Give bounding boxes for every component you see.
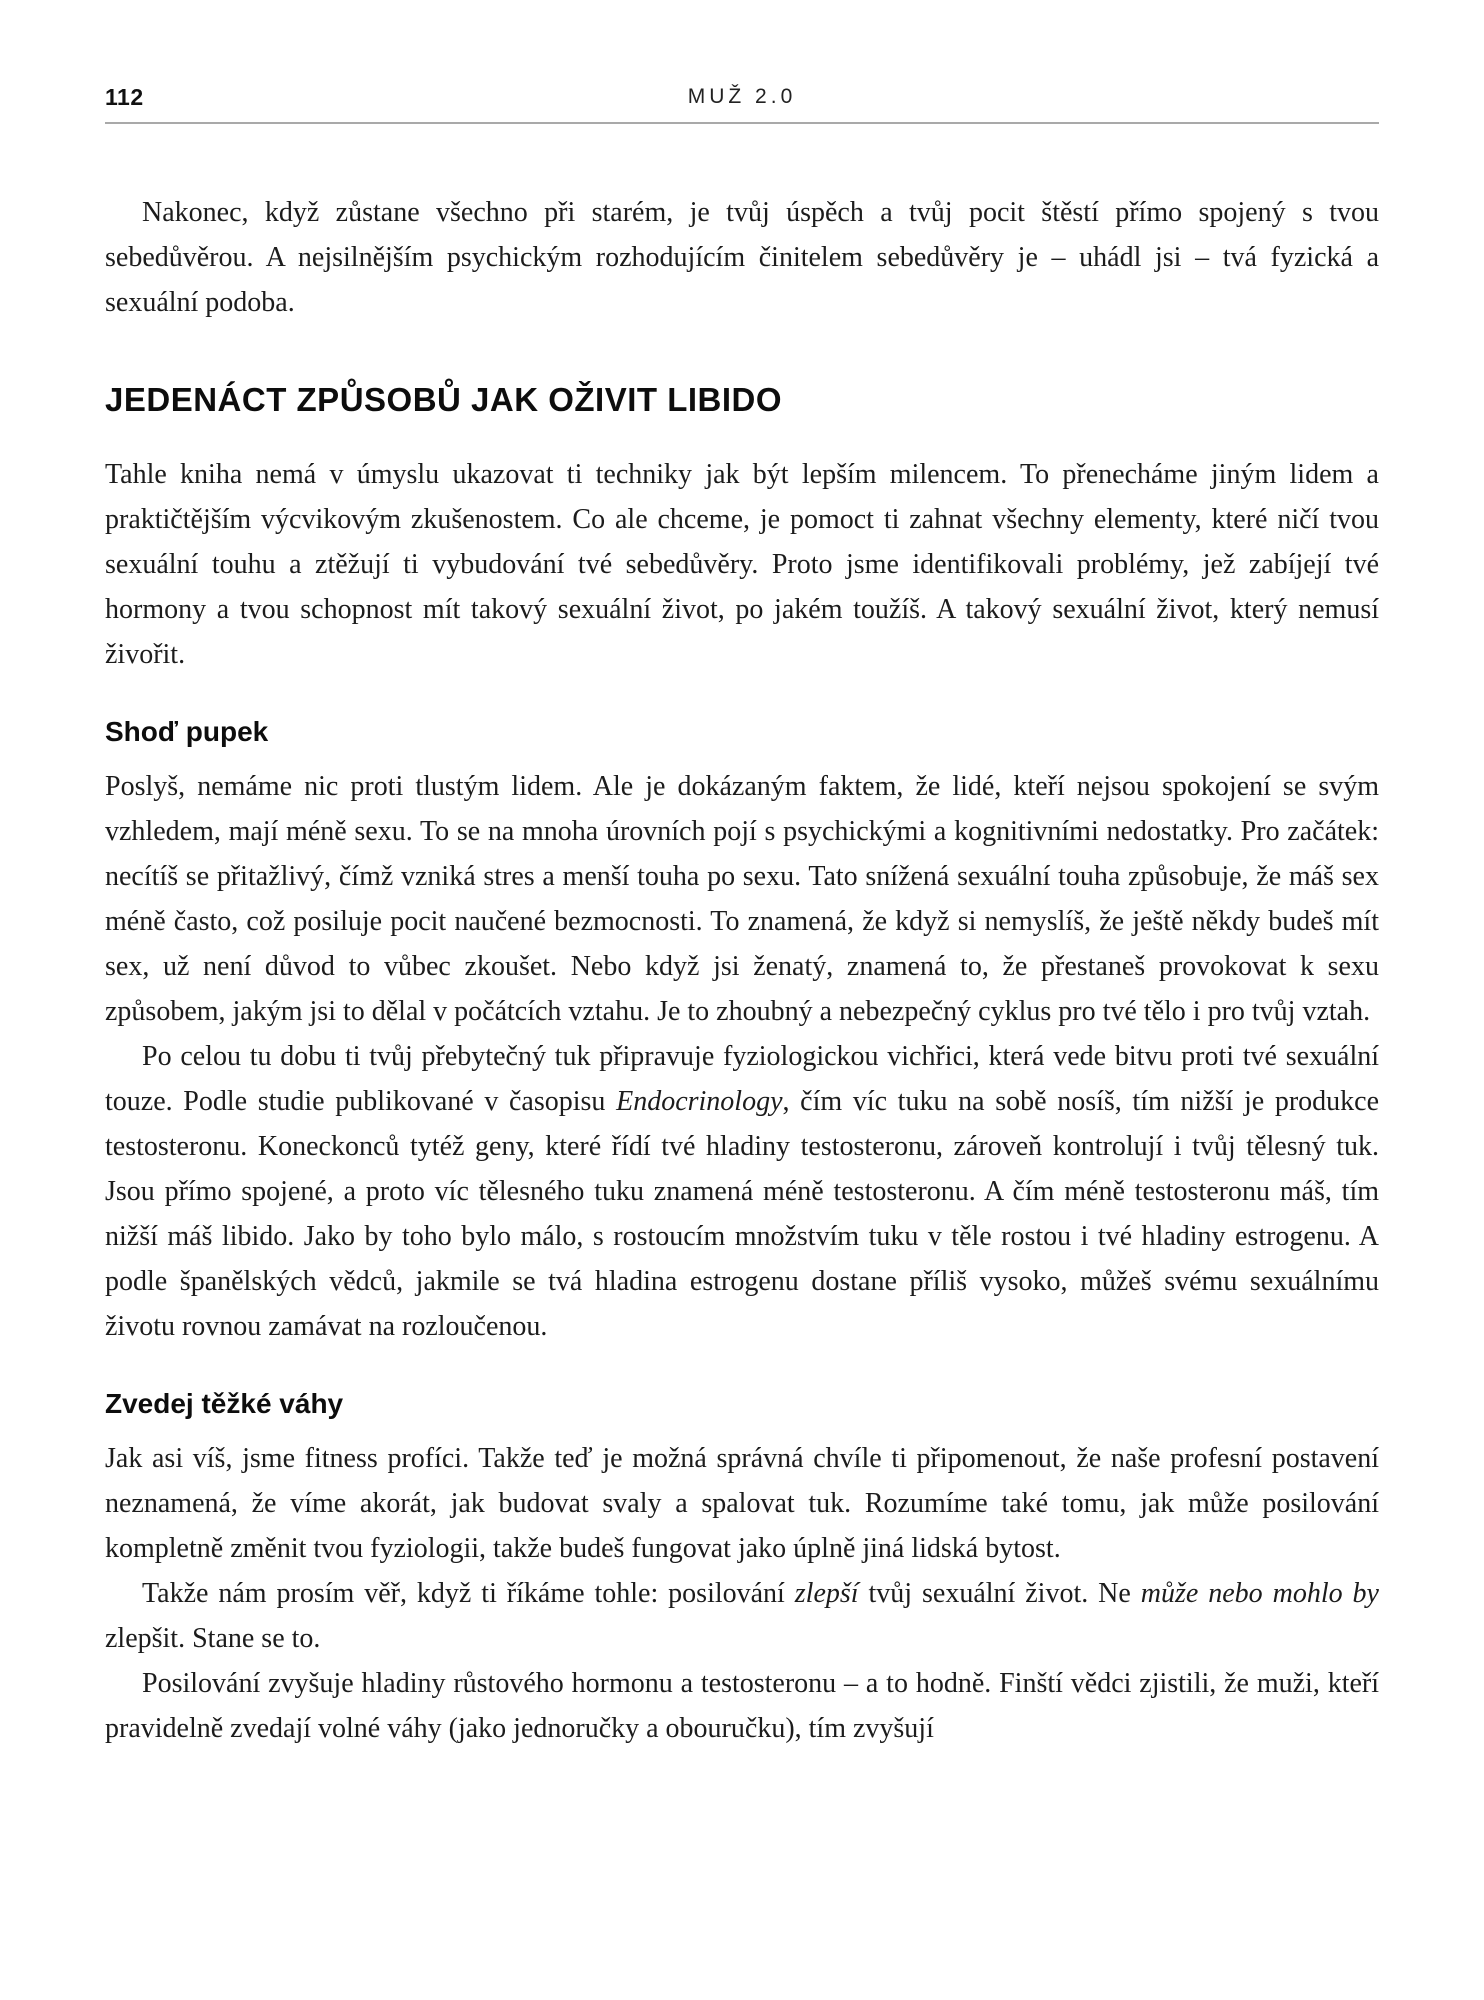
subsection-heading: Shoď pupek (105, 716, 269, 747)
text-run: Jak asi víš, jsme fitness profíci. Takže teď je možná správná chvíle ti připomenout, že naše profesní postavení neznamená, že víme akorát, jak budovat svaly a spalovat tuk. Rozumíme také tomu, jak může posilování kompletně změnit tvou fyziologii, takže budeš fungovat jako úplně jiná lidská bytost. (105, 1443, 1379, 1564)
paragraph (105, 190, 1379, 325)
paragraph (105, 1034, 1379, 1349)
paragraph (105, 1571, 1379, 1661)
text-run: Po celou tu dobu ti tvůj přebytečný tuk připravuje fyziologickou vichřici, která vede bitvu proti tvé sexuální touze. Podle studie publikované v časopisu (105, 1041, 1379, 1117)
section-heading: JEDENÁCT ZPŮSOBŮ JAK OŽIVIT LIBIDO (105, 381, 783, 418)
running-header (105, 84, 1379, 114)
text-run: zlepší (794, 1578, 859, 1609)
text-run: Endocrinology (616, 1086, 783, 1117)
text-run: tvůj sexuální život. Ne (858, 1578, 1141, 1609)
running-title: MUŽ 2.0 (687, 85, 797, 108)
text-run: , čím víc tuku na sobě nosíš, tím nižší je produkce testosteronu. Koneckonců tytéž geny, které řídí tvé hladiny testosteronu, zároveň kontrolují i tvůj tělesný tuk. Jsou přímo spojené, a proto víc tělesného tuku znamená méně testosteronu. A čím méně testosteronu máš, tím nižší máš libido. Jako by toho bylo málo, s rostoucím množstvím tuku v těle rostou i tvé hladiny estrogenu. A podle španělských vědců, jakmile se tvá hladina estrogenu dostane příliš vysoko, můžeš svému sexuálnímu životu rovnou zamávat na rozloučenou. (105, 1086, 1380, 1342)
text-run: Nakonec, když zůstane všechno při starém, je tvůj úspěch a tvůj pocit štěstí přímo spojený s tvou sebedůvěrou. A nejsilnějším psychickým rozhodujícím činitelem sebedůvěry je – uhádl jsi – tvá fyzická a sexuální podoba. (105, 197, 1379, 318)
text-run: Posilování zvyšuje hladiny růstového hormonu a testosteronu – a to hodně. Finští vědci zjistili, že muži, kteří pravidelně zvedají volné váhy (jako jednoručky a obouručku), tím zvyšují (105, 1668, 1379, 1744)
text-run: zlepšit. Stane se to. (105, 1623, 321, 1654)
page-body (105, 190, 1379, 1751)
paragraph (105, 1436, 1379, 1571)
paragraph (105, 452, 1379, 677)
paragraph (105, 764, 1379, 1034)
header-rule (105, 122, 1379, 124)
text-run: Takže nám prosím věř, když ti říkáme tohle: posilování (142, 1578, 795, 1609)
text-run: Tahle kniha nemá v úmyslu ukazovat ti techniky jak být lepším milencem. To přenecháme jiným lidem a praktičtějším výcvikovým zkušenostem. Co ale chceme, je pomoct ti zahnat všechny elementy, které ničí tvou sexuální touhu a ztěžují ti vybudování tvé sebedůvěry. Proto jsme identifikovali problémy, jež zabíjejí tvé hormony a tvou schopnost mít takový sexuální život, po jakém toužíš. A takový sexuální život, který nemusí živořit. (105, 459, 1379, 670)
page-number: 112 (105, 84, 144, 110)
paragraph (105, 1661, 1379, 1751)
text-run: může nebo mohlo by (1140, 1578, 1379, 1609)
text-run: Poslyš, nemáme nic proti tlustým lidem. Ale je dokázaným faktem, že lidé, kteří nejsou spokojení se svým vzhledem, mají méně sexu. To se na mnoha úrovních pojí s psychickými a kognitivními nedostatky. Pro začátek: necítíš se přitažlivý, čímž vzniká stres a menší touha po sexu. Tato snížená sexuální touha způsobuje, že máš sex méně často, což posiluje pocit naučené bezmocnosti. To znamená, že když si nemyslíš, že ještě někdy budeš mít sex, už není důvod to vůbec zkoušet. Nebo když jsi ženatý, znamená to, že přestaneš provokovat k sexu způsobem, jakým jsi to dělal v počátcích vztahu. Je to zhoubný a nebezpečný cyklus pro tvé tělo i pro tvůj vztah. (105, 771, 1379, 1027)
subsection-heading: Zvedej těžké váhy (105, 1388, 344, 1419)
